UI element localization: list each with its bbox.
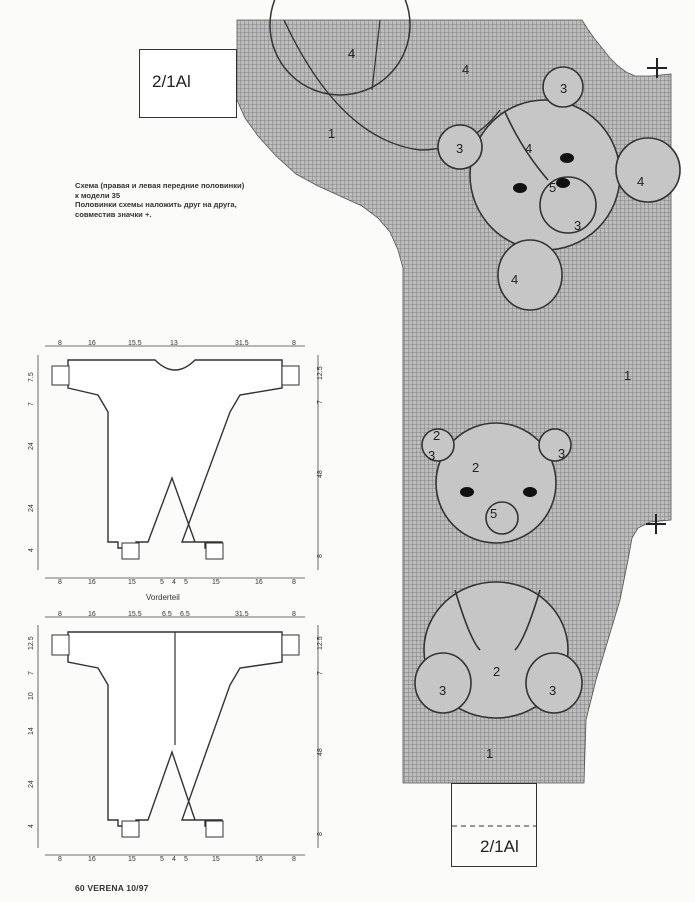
dim-label: 24	[28, 780, 35, 788]
chart-number: 3	[428, 448, 436, 463]
bear-eye	[513, 183, 527, 193]
top-label-box	[139, 49, 237, 118]
dim-label: 8	[58, 340, 62, 347]
dim-label: 4	[172, 579, 176, 586]
chart-number: 4	[462, 62, 470, 77]
dim-label: 15	[128, 856, 136, 863]
bear-eye	[560, 153, 574, 163]
dim-label: 7	[28, 402, 35, 406]
dim-label: 24	[28, 442, 35, 450]
dim-label: 15	[212, 856, 220, 863]
caption-line: Схема (правая и левая передние половинки)	[75, 181, 245, 190]
chart-number: 2	[493, 664, 501, 679]
dim-label: 8	[292, 340, 296, 347]
chart-number: 1	[624, 368, 632, 383]
caption-line: совместив значки +.	[75, 209, 152, 219]
chart-caption	[75, 181, 290, 219]
dim-label: 4	[28, 824, 35, 828]
dim-label: 14	[28, 727, 35, 735]
bear-eye	[523, 487, 537, 497]
bear-eye	[460, 487, 474, 497]
dim-label: 5	[184, 856, 188, 863]
dim-label: 48	[317, 470, 324, 478]
dim-label: 31.5	[235, 611, 249, 618]
dim-label: 12.5	[28, 636, 35, 650]
dim-label: 7	[317, 671, 324, 675]
dim-label: 12.5	[317, 636, 324, 650]
bear-nose	[556, 178, 570, 188]
chart-number: 3	[456, 141, 464, 156]
chart-number: 1	[328, 126, 336, 141]
caption-line: Половинки схемы наложить друг на друга,	[75, 200, 237, 210]
chart-number: 3	[558, 446, 566, 461]
chart-number: 5	[490, 506, 498, 521]
back-pattern-diagram	[38, 617, 318, 855]
dim-label: 16	[88, 579, 96, 586]
chart-number: 4	[637, 174, 645, 189]
top-label-text: 2/1Al	[152, 72, 191, 91]
dim-label: 15.5	[128, 340, 142, 347]
dim-label: 8	[58, 856, 62, 863]
dim-label: 15	[128, 579, 136, 586]
dim-label: 24	[28, 504, 35, 512]
chart-number: 4	[525, 141, 533, 156]
dim-label: 6.5	[162, 611, 172, 618]
dim-label: 15.5	[128, 611, 142, 618]
dim-label: 16	[88, 856, 96, 863]
chart-number: 4	[511, 272, 519, 287]
dim-label: 13	[170, 340, 178, 347]
dim-label: 5	[160, 579, 164, 586]
dim-label: 7	[317, 400, 324, 404]
dim-label: 8	[317, 832, 324, 836]
dim-label: 7.5	[28, 372, 35, 382]
dim-label: 16	[255, 579, 263, 586]
dim-label: 48	[317, 748, 324, 756]
chart-number: 2	[472, 460, 480, 475]
dim-label: 16	[88, 611, 96, 618]
page-footer: 60 VERENA 10/97	[75, 883, 149, 893]
dim-label: 7	[28, 671, 35, 675]
dim-label: 6.5	[180, 611, 190, 618]
bottom-label-text: 2/1Al	[480, 837, 519, 856]
dim-label: 10	[28, 692, 35, 700]
chart-number: 1	[486, 746, 494, 761]
dim-label: 15	[212, 579, 220, 586]
chart-number: 3	[560, 81, 568, 96]
chart-number: 3	[574, 218, 582, 233]
chart-number: 5	[549, 180, 557, 195]
dim-label: 8	[292, 579, 296, 586]
dim-label: 8	[292, 856, 296, 863]
chart-number: 3	[439, 683, 447, 698]
caption-line: к модели 35	[75, 190, 121, 200]
dim-label: 31.5	[235, 340, 249, 347]
dim-label: 12.5	[317, 366, 324, 380]
dim-label: 8	[58, 579, 62, 586]
dim-label: 8	[317, 554, 324, 558]
dim-label: 16	[255, 856, 263, 863]
dim-label: 4	[172, 856, 176, 863]
dim-label: 5	[184, 579, 188, 586]
dim-label: 8	[292, 611, 296, 618]
front-pattern-diagram	[38, 346, 318, 578]
chart-number: 4	[348, 46, 356, 61]
dim-label: 4	[28, 548, 35, 552]
vorderteil-label: Vorderteil	[146, 593, 180, 602]
dim-label: 5	[160, 856, 164, 863]
bottom-label-box	[451, 783, 537, 867]
chart-number: 3	[549, 683, 557, 698]
dim-label: 16	[88, 340, 96, 347]
dim-label: 8	[58, 611, 62, 618]
chart-number: 2	[433, 428, 441, 443]
